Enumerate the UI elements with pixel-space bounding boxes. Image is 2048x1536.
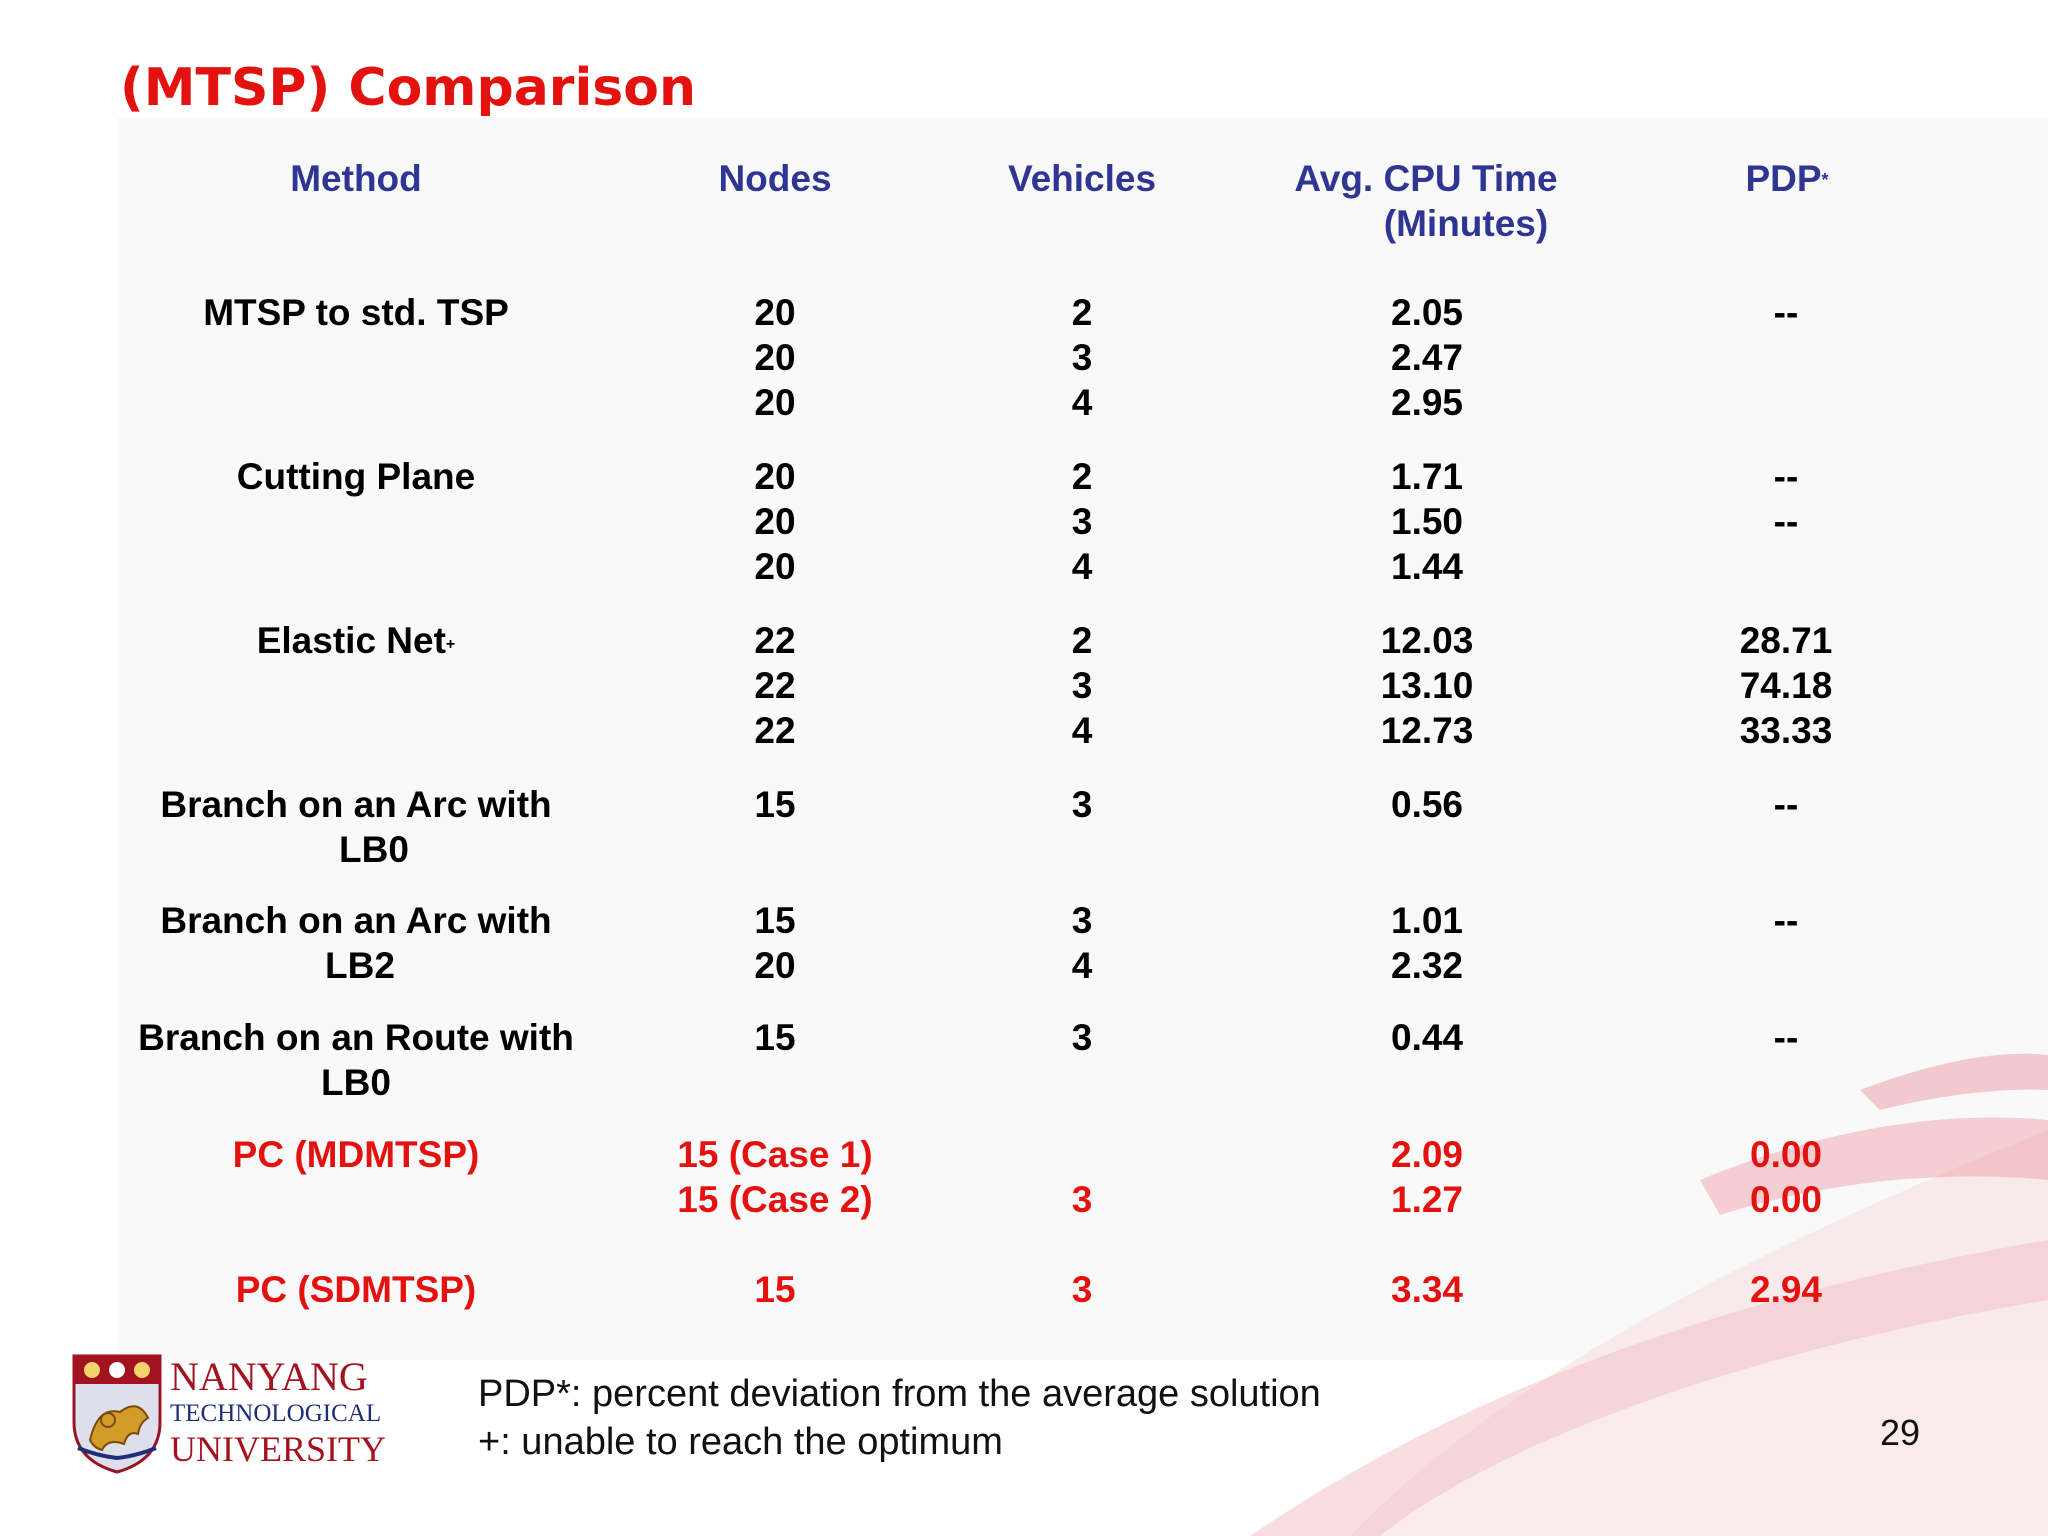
cell-value: 2.47	[1390, 337, 1464, 378]
row-mtsp-vehicles	[1072, 290, 1093, 425]
row-mtsp-cpu	[1391, 290, 1463, 425]
method-line2: LB0	[339, 829, 409, 870]
footnote-plus: +: unable to reach the optimum	[478, 1421, 1003, 1463]
row-arc-lb2-cpu	[1391, 898, 1463, 988]
cell-value: 3	[1071, 501, 1093, 542]
university-wordmark	[170, 1356, 386, 1468]
cell-value: 1.50	[1390, 501, 1464, 542]
row-pc-md-pdp	[1750, 1132, 1822, 1222]
cell-value: 22	[754, 710, 796, 751]
row-mtsp-method: MTSP to std. TSP	[203, 292, 509, 333]
row-elastic-vehicles	[1072, 618, 1093, 753]
cell-value: 4	[1071, 945, 1093, 986]
row-arc-lb2-vehicles	[1072, 898, 1093, 988]
method-mark: +	[445, 636, 456, 653]
cell-value: 4	[1071, 546, 1093, 587]
row-arc-lb0-vehicles	[1072, 782, 1093, 827]
row-pc-sd-cpu	[1391, 1267, 1463, 1312]
row-arc-lb0-nodes	[754, 782, 795, 827]
cell-value: 20	[754, 501, 796, 542]
header-method: Method	[290, 158, 422, 199]
row-pc-sd-method: PC (SDMTSP)	[235, 1269, 477, 1310]
slide-title: (MTSP) Comparison	[120, 58, 696, 118]
cell-value: 20	[754, 382, 796, 423]
row-pc-md-method: PC (MDMTSP)	[232, 1134, 480, 1175]
row-mtsp-nodes	[754, 290, 795, 425]
cell-value: 12.03	[1380, 620, 1474, 661]
cell-value: 0.56	[1390, 784, 1464, 825]
header-pdp-label: PDP	[1745, 158, 1822, 199]
cell-value: 0.44	[1390, 1017, 1464, 1058]
row-elastic-pdp	[1740, 618, 1833, 753]
row-route-lb0-nodes	[754, 1015, 795, 1060]
cell-value: --	[1773, 501, 1799, 542]
row-pc-md-vehicles	[1072, 1177, 1093, 1222]
cell-value: 1.71	[1390, 456, 1464, 497]
row-arc-lb2-nodes	[754, 898, 795, 988]
cell-value: 4	[1071, 710, 1093, 751]
cell-value: 4	[1071, 382, 1093, 423]
row-route-lb0-method	[138, 1015, 574, 1105]
cell-value: 3	[1071, 1269, 1093, 1310]
method-line1: Branch on an Route with	[138, 1017, 574, 1058]
row-elastic-nodes	[754, 618, 795, 753]
row-cutting-nodes	[754, 454, 795, 589]
cell-value: 2.32	[1390, 945, 1464, 986]
cell-value: --	[1773, 292, 1799, 333]
header-cpu-line2: (Minutes)	[1383, 203, 1549, 244]
cell-value: 28.71	[1739, 620, 1833, 661]
cell-value: 2.05	[1390, 292, 1464, 333]
cell-value: 2.09	[1390, 1134, 1464, 1175]
row-pc-md-cpu	[1391, 1132, 1463, 1222]
footnote-pdp: PDP*: percent deviation from the average solution	[478, 1373, 1321, 1415]
cell-value: 3	[1071, 1179, 1093, 1220]
cell-value: 1.01	[1390, 900, 1464, 941]
header-cpu-line1: Avg. CPU Time	[1294, 158, 1558, 199]
cell-value: 3.34	[1390, 1269, 1464, 1310]
cell-value: 0.00	[1749, 1134, 1823, 1175]
row-cutting-vehicles	[1072, 454, 1093, 589]
row-arc-lb0-method	[160, 782, 551, 872]
cell-value: 12.73	[1380, 710, 1474, 751]
method-line1: Branch on an Arc with	[160, 900, 552, 941]
cell-value: 15 (Case 2)	[677, 1179, 873, 1220]
cell-value: 74.18	[1739, 665, 1833, 706]
page-number: 29	[1880, 1412, 1921, 1453]
header-cpu-time	[1294, 156, 1557, 246]
cell-value: --	[1773, 1017, 1799, 1058]
row-cutting-cpu	[1391, 454, 1463, 589]
cell-value: 2	[1071, 456, 1093, 497]
method-label: Elastic Net	[256, 620, 446, 661]
cell-value: 20	[754, 546, 796, 587]
row-cutting-pdp	[1774, 454, 1799, 544]
row-route-lb0-vehicles	[1072, 1015, 1093, 1060]
cell-value: --	[1773, 784, 1799, 825]
cell-value: 20	[754, 337, 796, 378]
header-pdp	[1745, 156, 1828, 201]
row-elastic-cpu	[1381, 618, 1474, 753]
row-arc-lb0-pdp	[1774, 782, 1799, 827]
row-arc-lb0-cpu	[1391, 782, 1463, 827]
cell-value: 2.94	[1749, 1269, 1823, 1310]
cell-value: 0.00	[1749, 1179, 1823, 1220]
cell-value: 15	[754, 1017, 796, 1058]
cell-value: 3	[1071, 900, 1093, 941]
cell-value: 3	[1071, 665, 1093, 706]
row-route-lb0-pdp	[1774, 1015, 1799, 1060]
cell-value: 15	[754, 1269, 796, 1310]
row-pc-sd-pdp	[1750, 1267, 1822, 1312]
method-line1: Branch on an Arc with	[160, 784, 552, 825]
cell-value: 20	[754, 945, 796, 986]
row-pc-md-nodes	[677, 1132, 872, 1222]
cell-value: 15	[754, 900, 796, 941]
row-cutting-method: Cutting Plane	[236, 456, 476, 497]
row-pc-sd-vehicles	[1072, 1267, 1093, 1312]
cell-value: 1.27	[1390, 1179, 1464, 1220]
logo-line3: UNIVERSITY	[170, 1429, 386, 1469]
cell-value: 33.33	[1739, 710, 1833, 751]
cell-value: 2.95	[1390, 382, 1464, 423]
cell-value: 13.10	[1380, 665, 1474, 706]
cell-value: 15	[754, 784, 796, 825]
row-arc-lb2-method	[160, 898, 551, 988]
row-arc-lb2-pdp	[1774, 898, 1799, 943]
logo-line1: NANYANG	[170, 1354, 368, 1399]
cell-value: 2	[1071, 292, 1093, 333]
cell-value: 3	[1071, 1017, 1093, 1058]
method-line2: LB0	[321, 1062, 391, 1103]
cell-value: 20	[754, 456, 796, 497]
row-pc-sd-nodes	[754, 1267, 795, 1312]
cell-value: 3	[1071, 784, 1093, 825]
row-route-lb0-cpu	[1391, 1015, 1463, 1060]
method-line2: LB2	[325, 945, 395, 986]
row-elastic-method	[257, 618, 456, 663]
cell-value: 1.44	[1390, 546, 1464, 587]
cell-value: 22	[754, 620, 796, 661]
header-vehicles: Vehicles	[1007, 158, 1157, 199]
header-nodes: Nodes	[718, 158, 832, 199]
cell-value: --	[1773, 456, 1799, 497]
footnotes	[478, 1370, 1321, 1466]
cell-value: 22	[754, 665, 796, 706]
cell-value: 20	[754, 292, 796, 333]
cell-value: 15 (Case 1)	[677, 1134, 873, 1175]
logo-line2: TECHNOLOGICAL	[170, 1400, 382, 1427]
header-pdp-mark: *	[1821, 170, 1829, 190]
cell-value: 2	[1071, 620, 1093, 661]
row-mtsp-pdp	[1774, 290, 1799, 335]
cell-value: 3	[1071, 337, 1093, 378]
cell-value: --	[1773, 900, 1799, 941]
